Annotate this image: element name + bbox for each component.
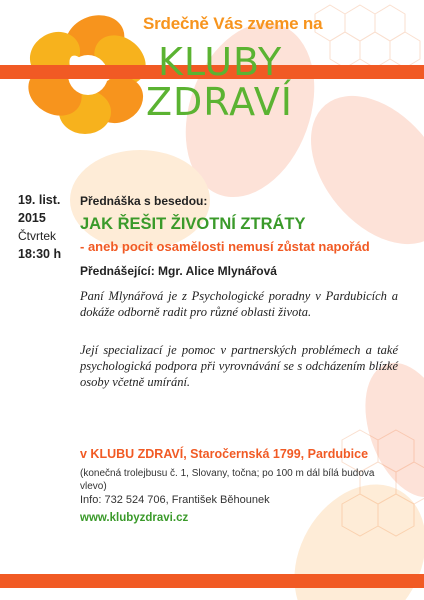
event-description-1: Paní Mlynářová je z Psychologické poradny v Pardubicích a dokáže odborně radit pro různé oblasti života. bbox=[80, 289, 398, 319]
logo-text-line1: KLUBY bbox=[158, 40, 283, 84]
website-link[interactable]: www.klubyzdravi.cz bbox=[80, 512, 189, 524]
event-year: 2015 bbox=[18, 211, 46, 225]
event-speaker: Přednášející: Mgr. Alice Mlynářová bbox=[80, 264, 277, 278]
event-intro: Přednáška s besedou: bbox=[80, 194, 208, 208]
honeycomb-pattern-top bbox=[315, 5, 420, 68]
event-title: JAK ŘEŠIT ŽIVOTNÍ ZTRÁTY bbox=[80, 215, 306, 233]
bottom-orange-bar bbox=[0, 574, 424, 588]
event-weekday: Čtvrtek bbox=[18, 229, 57, 243]
contact-info: Info: 732 524 706, František Běhounek bbox=[80, 494, 270, 506]
venue-directions: (konečná trolejbusu č. 1, Slovany, točna; po 100 m dál bílá budova vlevo) bbox=[80, 468, 375, 492]
event-date: 19. list. bbox=[18, 193, 61, 207]
logo-text-line2: ZDRAVÍ bbox=[146, 80, 293, 124]
venue-address: v KLUBU ZDRAVÍ, Staročernská 1799, Pardubice bbox=[80, 447, 369, 461]
event-description-2: Její specializací je pomoc v partnerských problémech a také psychologická podpora při vyrovnávání se s odcházením blízké osoby včetně umírání. bbox=[80, 343, 398, 389]
event-time: 18:30 h bbox=[18, 247, 62, 261]
header-tagline: Srdečně Vás zveme na bbox=[143, 14, 323, 33]
event-subtitle: - aneb pocit osamělosti nemusí zůstat napořád bbox=[80, 239, 370, 254]
